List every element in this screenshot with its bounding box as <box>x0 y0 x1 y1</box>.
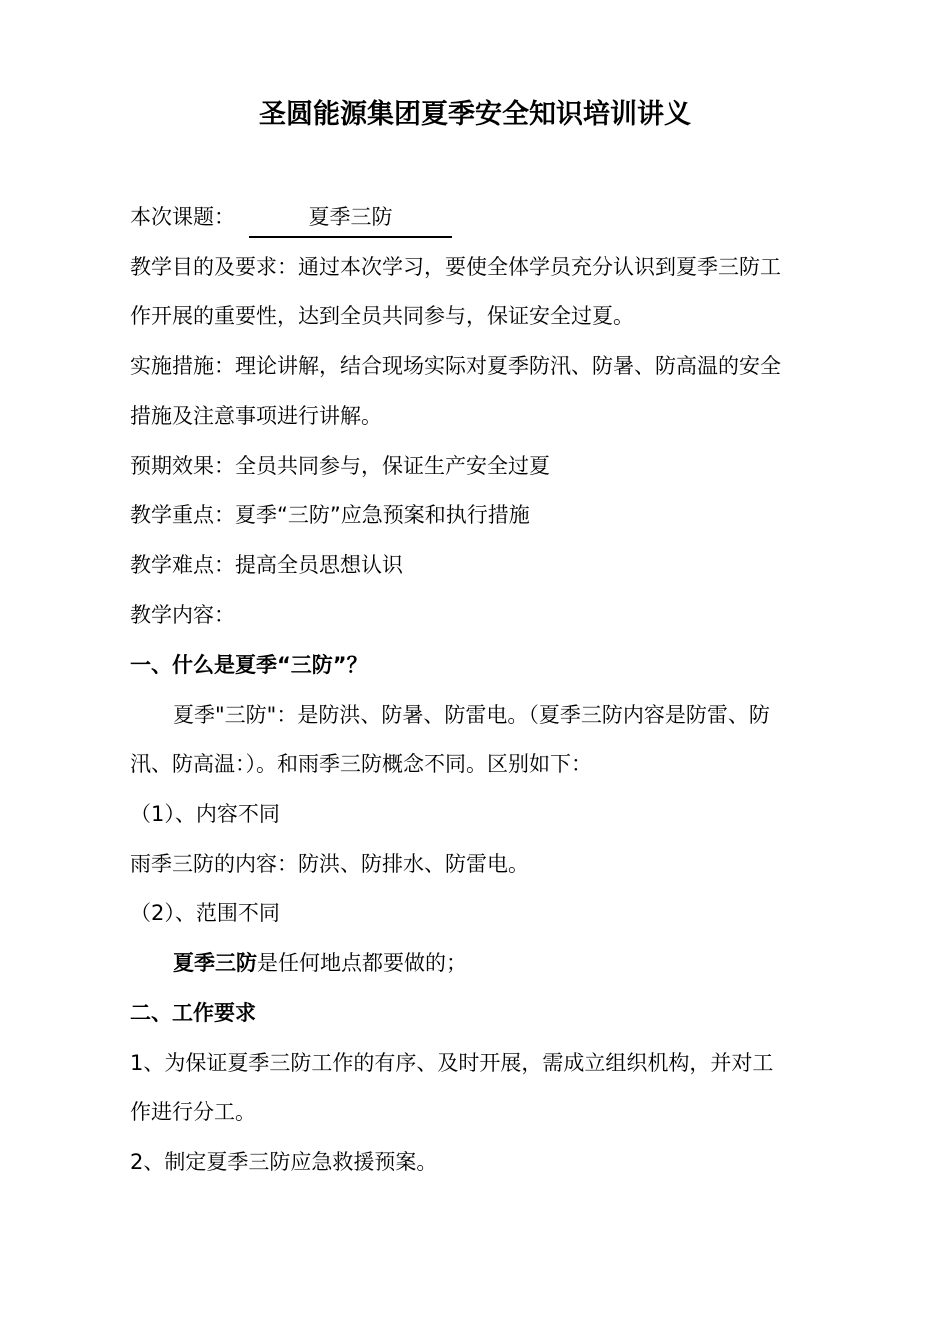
goal-line-1: 教学目的及要求：通过本次学习，要使全体学员充分认识到夏季三防工 <box>130 255 781 279</box>
summer-three-defense-bold: 夏季三防 <box>173 951 257 975</box>
topic-row <box>130 202 452 238</box>
section-1-paragraph-line-1: 夏季"三防"：是防洪、防暑、防雷电。（夏季三防内容是防雷、防 <box>173 703 770 727</box>
section-1-item-1: （1）、内容不同 <box>130 802 280 826</box>
topic-value: 夏季三防 <box>249 202 452 238</box>
requirement-2: 2、制定夏季三防应急救援预案。 <box>130 1150 438 1174</box>
topic-label: 本次课题： <box>130 205 235 229</box>
section-1-item-2: （2）、范围不同 <box>130 901 280 925</box>
teaching-difficulty: 教学难点：提高全员思想认识 <box>130 553 403 577</box>
section-2-heading: 二、工作要求 <box>130 1001 256 1025</box>
teaching-key-point: 教学重点：夏季“三防”应急预案和执行措施 <box>130 503 530 527</box>
section-1-item-2-text <box>173 948 467 978</box>
requirement-1-line-2: 作进行分工。 <box>130 1100 256 1124</box>
section-1-item-1-text: 雨季三防的内容：防洪、防排水、防雷电。 <box>130 852 529 876</box>
expected-effect: 预期效果：全员共同参与，保证生产安全过夏 <box>130 454 550 478</box>
document-title: 圣圆能源集团夏季安全知识培训讲义 <box>259 99 691 130</box>
measures-line-1: 实施措施：理论讲解，结合现场实际对夏季防汛、防暑、防高温的安全 <box>130 354 781 378</box>
requirement-1-line-1: 1、为保证夏季三防工作的有序、及时开展，需成立组织机构，并对工 <box>130 1051 774 1075</box>
section-1-paragraph-line-2: 汛、防高温：）。和雨季三防概念不同。区别如下： <box>130 752 592 776</box>
section-1-heading: 一、什么是夏季“三防”？ <box>130 653 368 677</box>
summer-three-defense-desc: 是任何地点都要做的； <box>257 951 467 975</box>
teaching-content-label: 教学内容： <box>130 603 235 627</box>
measures-line-2: 措施及注意事项进行讲解。 <box>130 404 382 428</box>
goal-line-2: 作开展的重要性，达到全员共同参与，保证安全过夏。 <box>130 304 634 328</box>
